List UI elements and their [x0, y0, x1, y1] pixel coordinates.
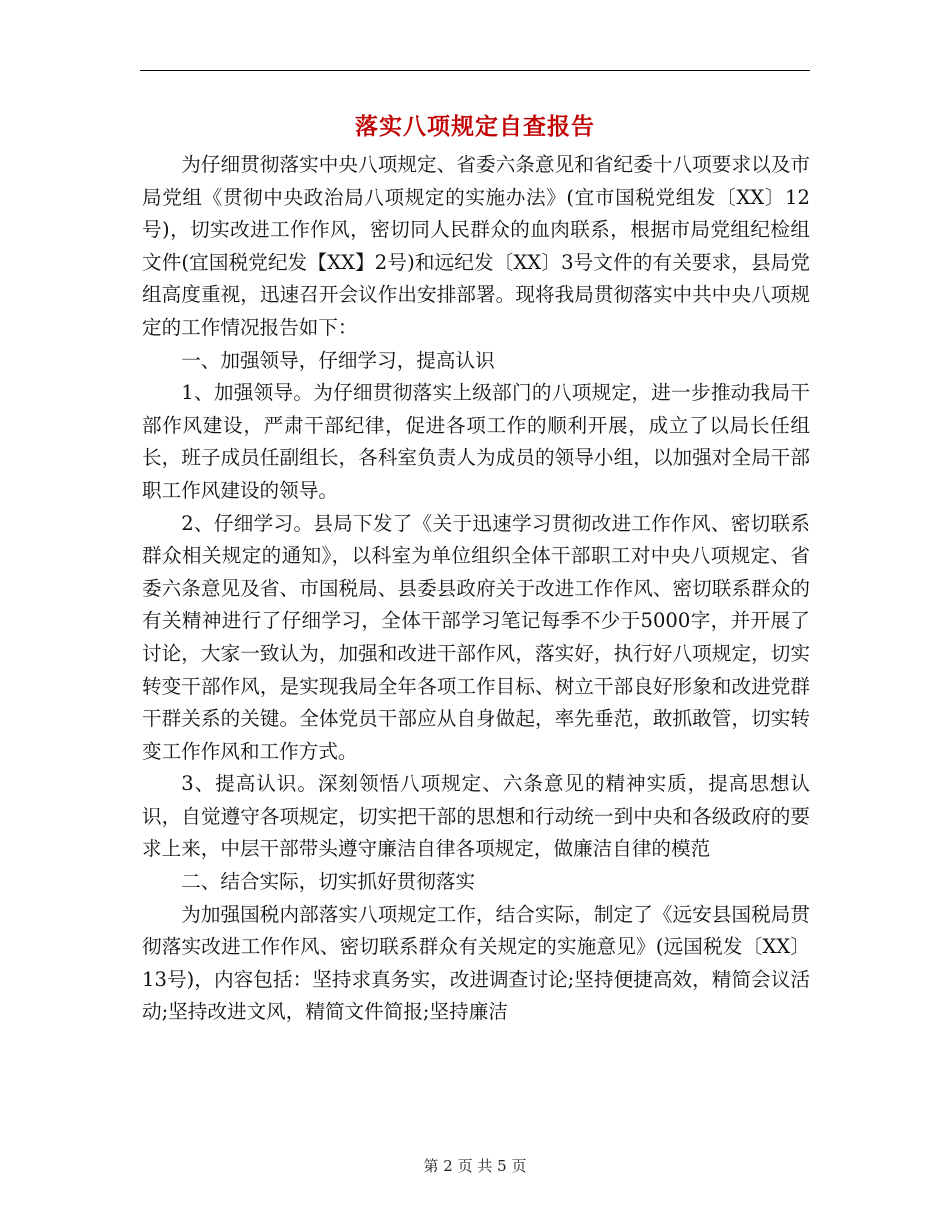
paragraph-2-1: 为加强国税内部落实八项规定工作，结合实际，制定了《远安县国税局贯彻落实改进工作作风、密切联系群众有关规定的实施意见》(远国税发〔XX〕13号)，内容包括：坚持求真务实，改进调查讨论;坚持便捷高效，精简会议活动;坚持改进文风，精简文件简报;坚持廉洁	[142, 902, 810, 1024]
document-body	[142, 149, 810, 1029]
document-title: 落实八项规定自查报告	[355, 113, 595, 140]
header-rule	[140, 70, 810, 71]
paragraph-intro: 为仔细贯彻落实中央八项规定、省委六条意见和省纪委十八项要求以及市局党组《贯彻中央政治局八项规定的实施办法》(宜市国税党组发〔XX〕12号)，切实改进工作作风，密切同人民群众的血肉联系，根据市局党组纪检组文件(宜国税党纪发【XX】2号)和远纪发〔XX〕3号文件的有关要求，县局党组高度重视，迅速召开会议作出安排部署。现将我局贯彻落实中共中央八项规定的工作情况报告如下：	[142, 153, 810, 339]
paragraph-1-3: 3、提高认识。深刻领悟八项规定、六条意见的精神实质，提高思想认识，自觉遵守各项规定，切实把干部的思想和行动统一到中央和各级政府的要求上来，中层干部带头遵守廉洁自律各项规定，做廉洁自律的模范	[142, 772, 810, 861]
section-heading-2: 二、结合实际，切实抓好贯彻落实	[181, 870, 476, 894]
paragraph-1-2: 2、仔细学习。县局下发了《关于迅速学习贯彻改进工作作风、密切联系群众相关规定的通知》，以科室为单位组织全体干部职工对中央八项规定、省委六条意见及省、市国税局、县委县政府关于改进工作作风、密切联系群众的有关精神进行了仔细学习，全体干部学习笔记每季不少于5000字，并开展了讨论，大家一致认为，加强和改进干部作风，落实好，执行好八项规定，切实转变干部作风，是实现我局全年各项工作目标、树立干部良好形象和改进党群干群关系的关键。全体党员干部应从自身做起，率先垂范，敢抓敢管，切实转变工作作风和工作方式。	[142, 511, 810, 763]
page-number: 第 2 页 共 5 页	[423, 1157, 527, 1175]
paragraph-1-1: 1、加强领导。为仔细贯彻落实上级部门的八项规定，进一步推动我局干部作风建设，严肃干部纪律，促进各项工作的顺利开展，成立了以局长任组长，班子成员任副组长，各科室负责人为成员的领导小组，以加强对全局干部职工作风建设的领导。	[142, 381, 810, 502]
section-heading-1: 一、加强领导，仔细学习，提高认识	[181, 348, 495, 372]
